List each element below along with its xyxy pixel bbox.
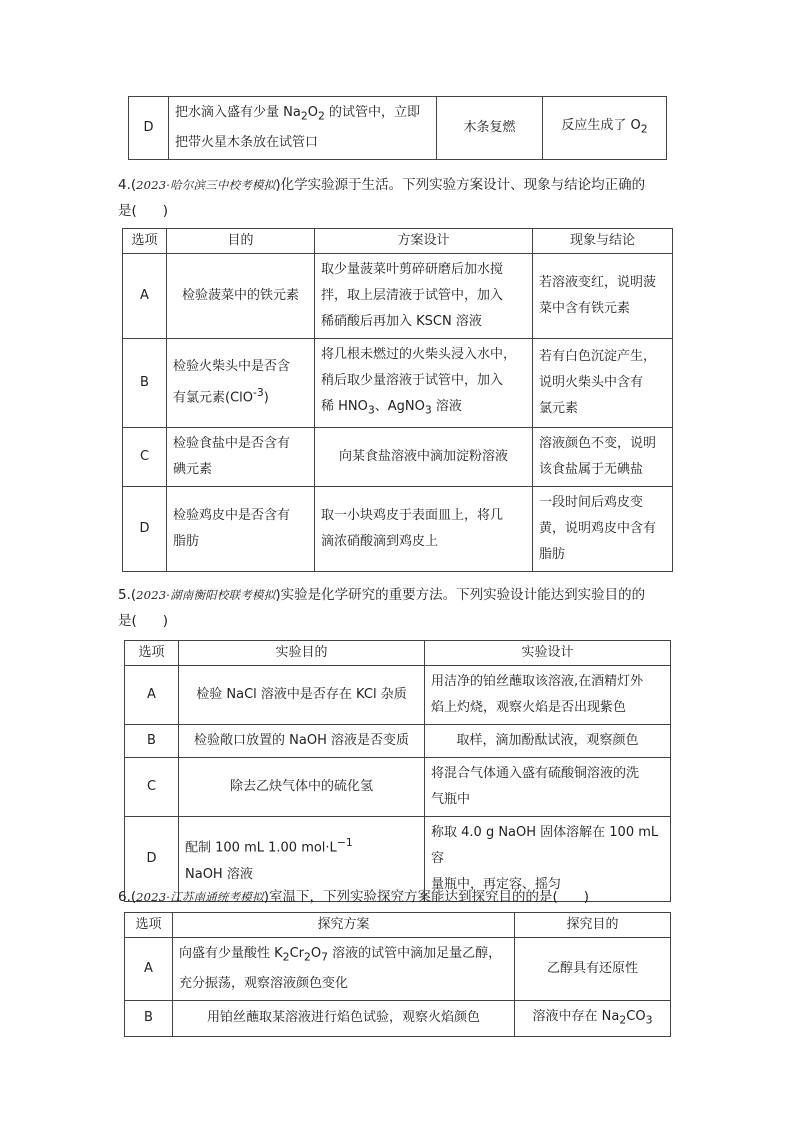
top-fragment-table — [128, 96, 667, 160]
design-cell: 向某食盐溶液中滴加淀粉溶液 — [315, 427, 533, 486]
option-cell: D — [123, 486, 167, 571]
purpose-cell: 乙醇具有还原性 — [515, 938, 671, 1001]
purpose-cell: 配制 100 mL 1.00 $mol\cdot L^{-1}$ NaOH 溶液 — [179, 817, 425, 902]
purpose-cell: 检验火柴头中是否含 有氯元素(ClO$^{-3}$) — [167, 339, 315, 428]
header-cell: 选项 — [123, 229, 167, 254]
table-row — [125, 1000, 671, 1037]
design-cell: 把水滴入盛有少量 $Na_2O_2$ 的试管中，立即 把带火星木条放在试管口 — [169, 97, 437, 160]
purpose-cell: 除去乙炔气体中的硫化氢 — [179, 758, 425, 817]
question-source: 2023·哈尔滨三中校考模拟 — [136, 178, 276, 192]
table-row — [123, 254, 673, 339]
result-cell: 一段时间后鸡皮变 黄，说明鸡皮中含有 脂肪 — [533, 486, 673, 571]
option-cell: A — [123, 254, 167, 339]
table-header-row — [125, 641, 671, 666]
phenomenon-cell: 木条复燃 — [437, 97, 543, 160]
conclusion-cell: 反应生成了 $O_2$ — [543, 97, 667, 160]
purpose-cell: 溶液中存在 $Na_2CO_3$ — [515, 1000, 671, 1037]
table-row — [123, 486, 673, 571]
design-cell: 用洁净的铂丝蘸取该溶液,在酒精灯外 焰上灼烧，观察火焰是否出现紫色 — [425, 666, 671, 725]
question-6-table — [124, 912, 671, 1037]
purpose-cell: 检验食盐中是否含有 碘元素 — [167, 427, 315, 486]
header-cell: 实验目的 — [179, 641, 425, 666]
table-header-row — [123, 229, 673, 254]
option-cell: D — [125, 817, 179, 902]
table-row — [125, 938, 671, 1001]
design-cell: 取少量菠菜叶剪碎研磨后加水搅 拌，取上层清液于试管中，加入 稀硝酸后再加入 KSCN 溶液 — [315, 254, 533, 339]
header-cell: 现象与结论 — [533, 229, 673, 254]
design-cell: 将混合气体通入盛有硫酸铜溶液的洗 气瓶中 — [425, 758, 671, 817]
design-cell: 将几根未燃过的火柴头浸入水中， 稍后取少量溶液于试管中，加入 稀 $HNO_3$、AgNO$_3$ 溶液 — [315, 339, 533, 428]
option-cell: A — [125, 938, 173, 1001]
question-4-table — [122, 228, 673, 572]
table-row — [129, 97, 667, 160]
question-5-table — [124, 640, 671, 902]
option-cell: B — [125, 725, 179, 758]
result-cell: 若有白色沉淀产生， 说明火柴头中含有 氯元素 — [533, 339, 673, 428]
table-header-row — [125, 913, 671, 938]
design-cell: 用铂丝蘸取某溶液进行焰色试验，观察火焰颜色 — [173, 1000, 515, 1037]
design-cell: 取一小块鸡皮于表面皿上，将几 滴浓硝酸滴到鸡皮上 — [315, 486, 533, 571]
header-cell: 实验设计 — [425, 641, 671, 666]
header-cell: 选项 — [125, 913, 173, 938]
question-6-stem: 6.(2023·江苏南通统考模拟)室温下，下列实验探究方案能达到探究目的的是( ) — [118, 889, 590, 905]
option-cell: D — [129, 97, 169, 160]
question-source: 2023·江苏南通统考模拟 — [136, 890, 264, 904]
question-5-stem: 5.(2023·湖南衡阳校联考模拟)实验是化学研究的重要方法。下列实验设计能达到实验目的的 是( ) — [118, 587, 646, 629]
table-row — [123, 427, 673, 486]
option-cell: B — [123, 339, 167, 428]
result-cell: 溶液颜色不变，说明 该食盐属于无碘盐 — [533, 427, 673, 486]
design-cell: 取样，滴加酚酞试液，观察颜色 — [425, 725, 671, 758]
option-cell: A — [125, 666, 179, 725]
purpose-cell: 检验菠菜中的铁元素 — [167, 254, 315, 339]
purpose-cell: 检验敞口放置的 NaOH 溶液是否变质 — [179, 725, 425, 758]
purpose-cell: 检验 NaCl 溶液中是否存在 KCl 杂质 — [179, 666, 425, 725]
table-row — [125, 758, 671, 817]
header-cell: 选项 — [125, 641, 179, 666]
design-cell: 向盛有少量酸性 $K_2Cr_2O_7$ 溶液的试管中滴加足量乙醇， 充分振荡，观察溶液颜色变化 — [173, 938, 515, 1001]
header-cell: 目的 — [167, 229, 315, 254]
table-row — [125, 725, 671, 758]
option-cell: C — [123, 427, 167, 486]
header-cell: 方案设计 — [315, 229, 533, 254]
result-cell: 若溶液变红，说明菠 菜中含有铁元素 — [533, 254, 673, 339]
header-cell: 探究目的 — [515, 913, 671, 938]
option-cell: C — [125, 758, 179, 817]
table-row — [123, 339, 673, 428]
question-source: 2023·湖南衡阳校联考模拟 — [136, 588, 276, 602]
question-4-stem: 4.(2023·哈尔滨三中校考模拟)化学实验源于生活。下列实验方案设计、现象与结论均正确的 是( ) — [118, 177, 646, 219]
purpose-cell: 检验鸡皮中是否含有 脂肪 — [167, 486, 315, 571]
option-cell: B — [125, 1000, 173, 1037]
header-cell: 探究方案 — [173, 913, 515, 938]
design-cell: 称取 4.0 g NaOH 固体溶解在 100 mL 容 量瓶中，再定容、摇匀 — [425, 817, 671, 902]
table-row — [125, 666, 671, 725]
